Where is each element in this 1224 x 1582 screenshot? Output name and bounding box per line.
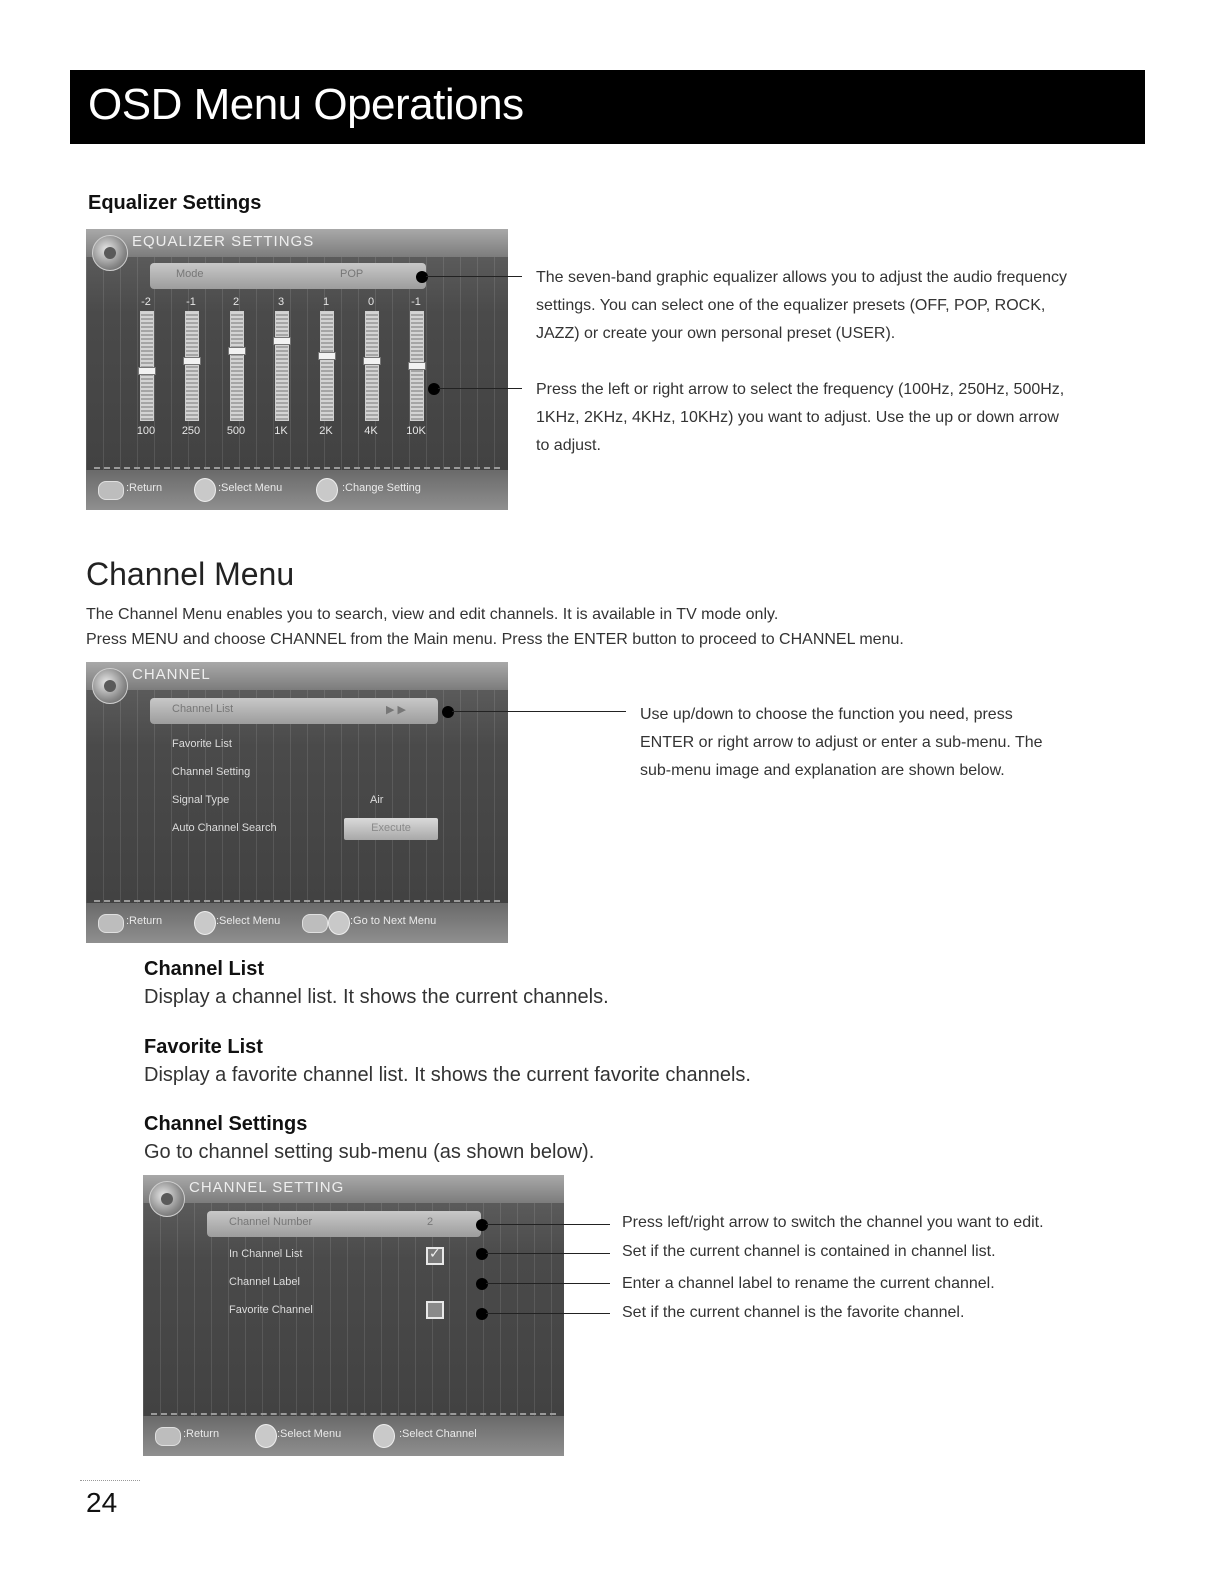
eq-band-slider[interactable]: [320, 311, 334, 421]
channel-list-body: Display a channel list. It shows the current channels.: [144, 986, 609, 1008]
equalizer-osd-screen: [86, 229, 508, 510]
callout-line: [486, 1253, 610, 1254]
mode-value: POP: [340, 268, 364, 280]
callout-line: [486, 1313, 610, 1314]
in-channel-list-callout: Set if the current channel is contained in channel list.: [622, 1243, 996, 1260]
page-number: 24: [86, 1487, 118, 1518]
callout-line: [486, 1283, 610, 1284]
channel-menu-intro-1: The Channel Menu enables you to search, view and edit channels. It is available in TV mode only.: [86, 606, 779, 623]
channel-label-callout: Enter a channel label to rename the current channel.: [622, 1275, 995, 1292]
eq-band-value: 2: [232, 296, 240, 308]
auto-channel-search-item[interactable]: Auto Channel Search: [172, 822, 277, 834]
channel-badge-icon: [149, 1181, 185, 1217]
osd-title: CHANNEL SETTING: [189, 1179, 345, 1196]
in-channel-list-checkbox[interactable]: [426, 1247, 444, 1265]
favorite-list-body: Display a favorite channel list. It shows the current favorite channels.: [144, 1064, 751, 1086]
osd-title: EQUALIZER SETTINGS: [132, 233, 315, 250]
callout-dot: [476, 1248, 488, 1260]
equalizer-heading: Equalizer Settings: [88, 192, 262, 214]
channel-menu-callout: Use up/down to choose the function you need, press ENTER or right arrow to adjust or enter a sub-menu. The sub-menu image and explanation are shown below.: [640, 706, 1043, 779]
channel-settings-heading: Channel Settings: [144, 1113, 308, 1135]
callout-dot: [442, 706, 454, 718]
eq-band-frequency: 1K: [274, 425, 288, 437]
favorite-list-item[interactable]: Favorite List: [172, 738, 232, 750]
submenu-arrow-icon: ▶ ▶: [386, 704, 406, 716]
favorite-list-heading: Favorite List: [144, 1036, 263, 1058]
callout-dot: [476, 1308, 488, 1320]
channel-list-heading: Channel List: [144, 958, 265, 980]
channel-osd-screen: [86, 662, 508, 943]
eq-band-value: 3: [277, 296, 285, 308]
callout-dot: [428, 383, 440, 395]
osd-divider: [151, 1413, 556, 1415]
callout-dot: [416, 271, 428, 283]
enter-key-icon: [302, 914, 328, 933]
favorite-channel-item[interactable]: Favorite Channel: [229, 1304, 313, 1316]
favorite-channel-checkbox[interactable]: [426, 1301, 444, 1319]
callout-line: [452, 711, 626, 712]
menu-key-icon: [98, 481, 124, 500]
channel-menu-intro-2: Press MENU and choose CHANNEL from the Main menu. Press the ENTER button to proceed to CHANNEL menu.: [86, 631, 904, 648]
equalizer-callout-2: Press the left or right arrow to select the frequency (100Hz, 250Hz, 500Hz, 1KHz, 2KHz, 4KHz, 10KHz) you want to adjust. Use the up or down arrow to adjust.: [536, 381, 1065, 454]
eq-band-value: -2: [141, 296, 151, 308]
channel-setting-osd-screen: [143, 1175, 564, 1456]
osd-title: CHANNEL: [132, 666, 211, 683]
eq-slider-knob[interactable]: [273, 337, 291, 345]
eq-band-value: -1: [186, 296, 196, 308]
callout-line: [486, 1224, 610, 1225]
updown-key-icon: [194, 911, 216, 935]
header-bar: [70, 70, 1145, 144]
signal-type-item[interactable]: Signal Type: [172, 794, 230, 806]
menu-key-icon: [155, 1427, 181, 1446]
channel-number-callout: Press left/right arrow to switch the channel you want to edit.: [622, 1214, 1044, 1231]
eq-band-value: 1: [322, 296, 330, 308]
page-rule: [80, 1480, 140, 1481]
eq-band-frequency: 250: [181, 425, 201, 437]
eq-slider-knob[interactable]: [183, 357, 201, 365]
mode-row[interactable]: [150, 263, 426, 289]
eq-band-value: 0: [367, 296, 375, 308]
osd-divider: [94, 467, 500, 469]
footer-channel: :Select Channel: [399, 1428, 477, 1440]
channel-label-item[interactable]: Channel Label: [229, 1276, 300, 1288]
mode-label: Mode: [176, 268, 204, 280]
osd-footer: [143, 1416, 564, 1456]
menu-key-icon: [98, 914, 124, 933]
footer-return: :Return: [183, 1428, 220, 1440]
channel-number-label: Channel Number: [229, 1216, 313, 1228]
osd-footer: [86, 470, 508, 510]
page-title: OSD Menu Operations: [88, 80, 524, 129]
channel-list-row[interactable]: [150, 698, 438, 724]
settings-badge-icon: [92, 235, 128, 271]
checkmark-icon: ✓: [429, 1245, 441, 1261]
footer-select: :Select Menu: [277, 1428, 342, 1440]
footer-return: :Return: [126, 915, 163, 927]
footer-change: :Change Setting: [342, 482, 421, 494]
eq-band-slider[interactable]: [410, 311, 424, 421]
osd-divider: [94, 900, 500, 902]
eq-band-frequency: 500: [226, 425, 246, 437]
eq-slider-knob[interactable]: [318, 352, 336, 360]
eq-band-frequency: 2K: [319, 425, 333, 437]
channel-menu-heading: Channel Menu: [86, 556, 295, 592]
eq-band-slider[interactable]: [140, 311, 154, 421]
eq-band-frequency: 100: [136, 425, 156, 437]
leftright-key-icon: [373, 1424, 395, 1448]
eq-band-value: -1: [411, 296, 421, 308]
in-channel-list-item[interactable]: In Channel List: [229, 1248, 303, 1260]
eq-band-frequency: 10K: [406, 425, 426, 437]
channel-number-row[interactable]: [207, 1211, 481, 1237]
signal-type-value: Air: [370, 794, 384, 806]
favorite-channel-callout: Set if the current channel is the favorite channel.: [622, 1304, 965, 1321]
eq-slider-knob[interactable]: [138, 367, 156, 375]
callout-dot: [476, 1278, 488, 1290]
callout-line: [438, 388, 522, 389]
channel-settings-body: Go to channel setting sub-menu (as shown below).: [144, 1141, 595, 1163]
updown-key-icon: [255, 1424, 277, 1448]
footer-select: :Select Menu: [216, 915, 281, 927]
channel-list-label: Channel List: [172, 703, 234, 715]
eq-band-slider[interactable]: [275, 311, 289, 421]
osd-footer: [86, 903, 508, 943]
eq-slider-knob[interactable]: [408, 362, 426, 370]
eq-band-slider[interactable]: [185, 311, 199, 421]
callout-line: [426, 276, 522, 277]
callout-dot: [476, 1219, 488, 1231]
eq-band-slider[interactable]: [365, 311, 379, 421]
eq-band-frequency: 4K: [364, 425, 378, 437]
eq-slider-knob[interactable]: [228, 347, 246, 355]
eq-slider-knob[interactable]: [363, 357, 381, 365]
updown-key-icon: [194, 478, 216, 502]
right-key-icon: [328, 911, 350, 935]
eq-band-slider[interactable]: [230, 311, 244, 421]
leftright-key-icon: [316, 478, 338, 502]
footer-select: :Select Menu: [218, 482, 283, 494]
channel-setting-item[interactable]: Channel Setting: [172, 766, 251, 778]
footer-next: :Go to Next Menu: [350, 915, 437, 927]
execute-button[interactable]: Execute: [344, 818, 438, 840]
equalizer-callout-1: The seven-band graphic equalizer allows you to adjust the audio frequency settings. You can select one of the equalizer presets (OFF, POP, ROCK, JAZZ) or create your own personal preset (USER).: [536, 269, 1067, 342]
channel-number-value: 2: [427, 1216, 434, 1228]
footer-return: :Return: [126, 482, 163, 494]
channel-badge-icon: [92, 668, 128, 704]
